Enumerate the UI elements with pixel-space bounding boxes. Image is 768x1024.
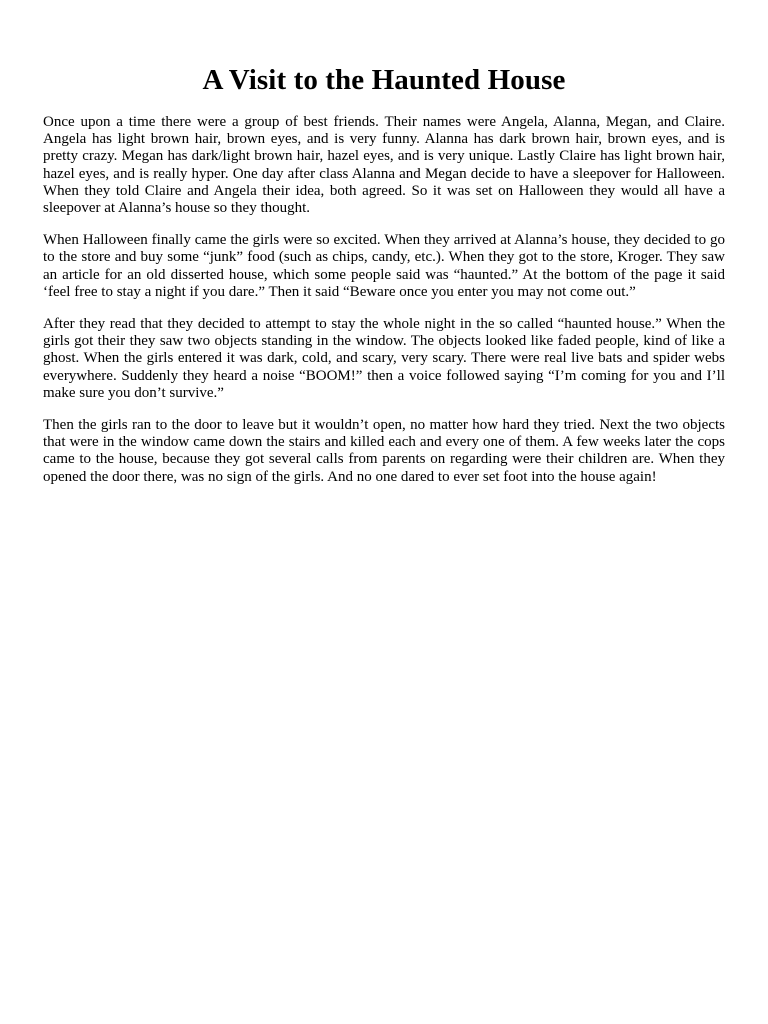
- paragraph-2: When Halloween finally came the girls were so excited. When they arrived at Alanna’s house, they decided to go to the store and buy some “junk” food (such as chips, candy, etc.). When they got to the store, Kroger. They saw an article for an old disserted house, which some people said was “haunted.” At the bottom of the page it said ‘feel free to stay a night if you dare.” Then it said “Beware once you enter you may not come out.”: [43, 232, 725, 300]
- paragraph-4: Then the girls ran to the door to leave but it wouldn’t open, no matter how hard they tried. Next the two objects that were in the window came down the stairs and killed each and every one of them. A few weeks later the cops came to the house, because they got several calls from parents on regarding were their children are. When they opened the door there, was no sign of the girls. And no one dared to ever set foot into the house again!: [43, 417, 725, 485]
- paragraph-1: Once upon a time there were a group of best friends. Their names were Angela, Alanna, Megan, and Claire. Angela has light brown hair, brown eyes, and is very funny. Alanna has dark brown hair, brown eyes, and is pretty crazy. Megan has dark/light brown hair, hazel eyes, and is very unique. Lastly Claire has light brown hair, hazel eyes, and is really hyper. One day after class Alanna and Megan decide to have a sleepover for Halloween. When they told Claire and Angela their idea, both agreed. So it was set on Halloween they would all have a sleepover at Alanna’s house so they thought.: [43, 114, 725, 217]
- paragraph-3: After they read that they decided to attempt to stay the whole night in the so called “haunted house.” When the girls got their they saw two objects standing in the window. The objects looked like faded people, kind of like a ghost. When the girls entered it was dark, cold, and scary, very scary. There were real live bats and spider webs everywhere. Suddenly they heard a noise “BOOM!” then a voice followed saying “I’m coming for you and I’ll make sure you don’t survive.”: [43, 316, 725, 401]
- document-title: A Visit to the Haunted House: [202, 64, 566, 96]
- document-page: [43, 0, 725, 486]
